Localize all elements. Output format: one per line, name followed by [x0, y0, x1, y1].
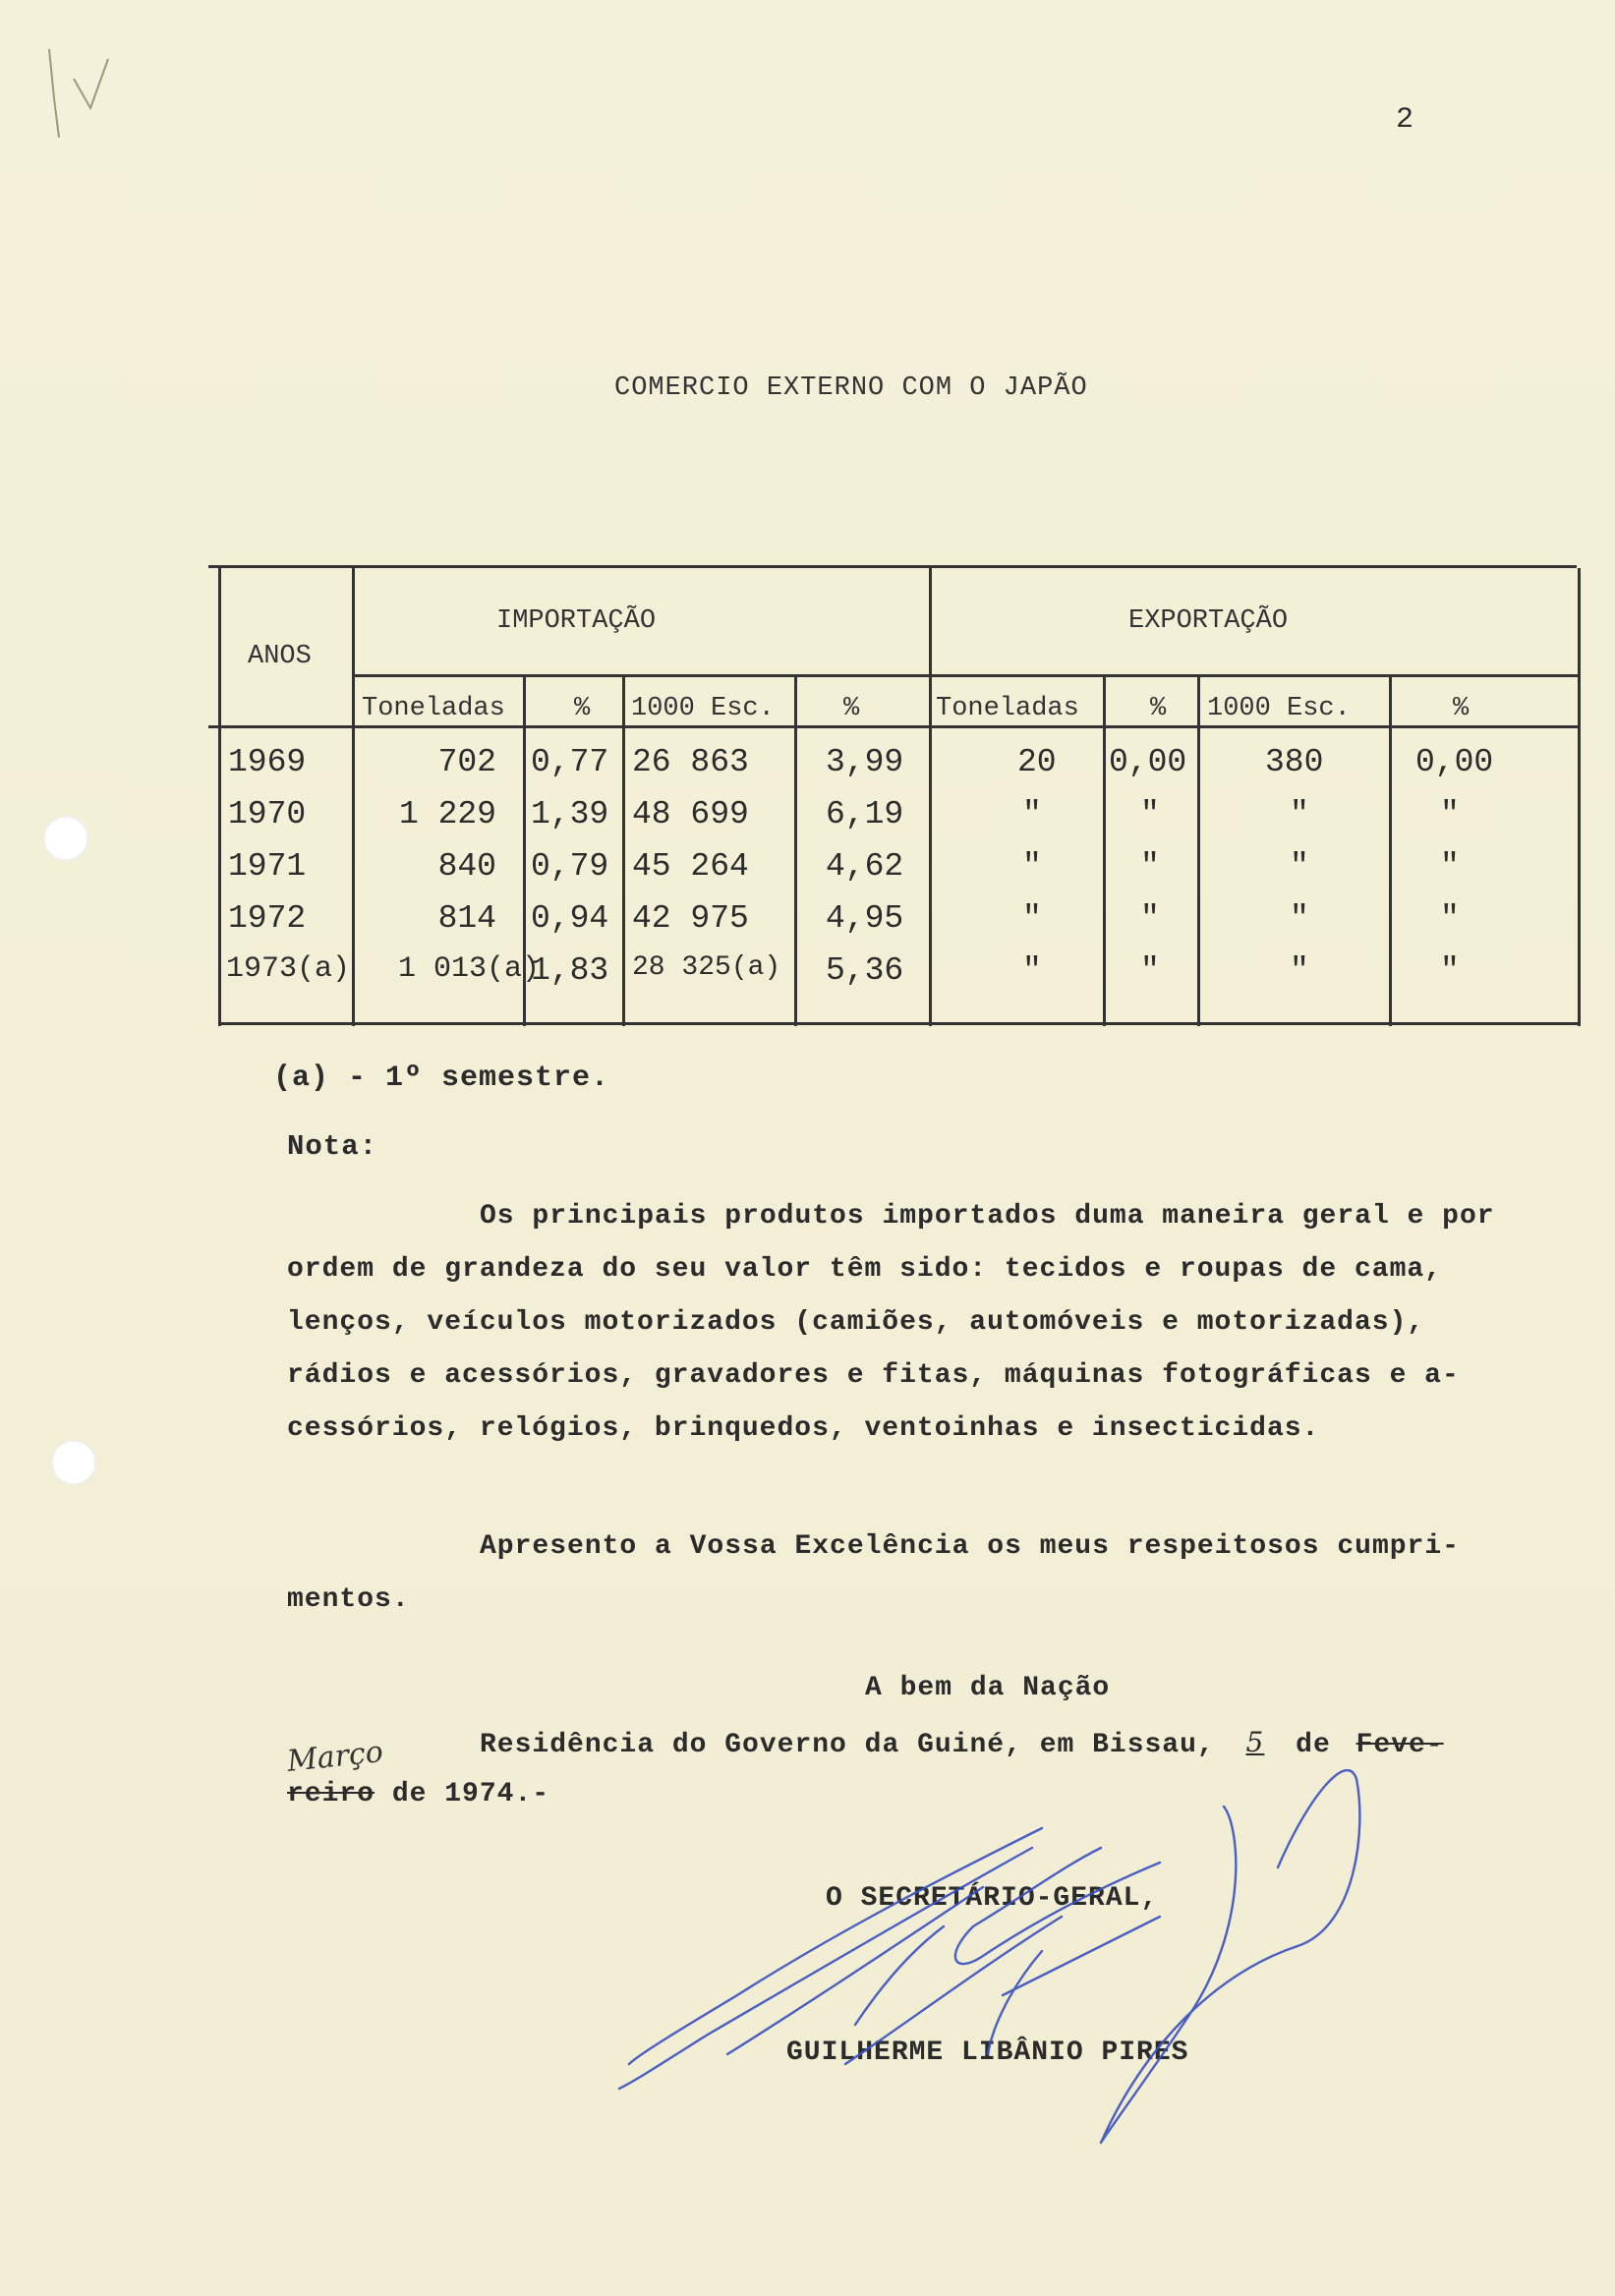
cell-exp-toneladas: "	[1022, 952, 1042, 989]
nota-line-3: lenços, veículos motorizados (camiões, automóveis e motorizadas),	[287, 1307, 1425, 1338]
page-title: COMERCIO EXTERNO COM O JAPÃO	[614, 373, 1088, 403]
signatory-name: GUILHERME LIBÂNIO PIRES	[786, 2038, 1189, 2068]
cell-exp-toneladas-pct: "	[1140, 796, 1160, 832]
year-line	[287, 1779, 549, 1809]
punch-hole-top	[43, 816, 88, 861]
cell-imp-esc-pct: 5,36	[826, 952, 904, 989]
cell-imp-toneladas-pct: 1,39	[531, 796, 609, 832]
table-divider-anos	[352, 568, 355, 1026]
header-anos: ANOS	[248, 642, 312, 671]
subheader-imp-esc-pct: %	[843, 694, 860, 723]
table-rule-subheader	[352, 674, 1581, 677]
cell-imp-esc-pct: 4,95	[826, 900, 904, 937]
cell-imp-esc: 45 264	[632, 848, 749, 885]
subheader-exp-pct: %	[1150, 694, 1167, 723]
date-day: 5	[1245, 1726, 1265, 1758]
nota-line-2: ordem de grandeza do seu valor têm sido: tecidos e roupas de cama,	[287, 1254, 1442, 1285]
corner-mark	[20, 39, 138, 177]
cell-exp-esc-pct: "	[1440, 848, 1460, 885]
page-number: 2	[1396, 103, 1415, 137]
cell-exp-esc-pct: "	[1440, 900, 1460, 937]
month-struck-1: Feve-	[1355, 1730, 1444, 1760]
cell-exp-esc-pct: "	[1440, 952, 1460, 989]
cell-ano: 1973(a)	[226, 952, 351, 986]
cell-imp-toneladas-pct: 1,83	[531, 952, 609, 989]
subheader-imp-esc: 1000 Esc.	[631, 694, 775, 723]
cell-imp-toneladas: 702	[437, 744, 496, 780]
cell-imp-esc-pct: 3,99	[826, 744, 904, 780]
cell-imp-esc: 48 699	[632, 796, 749, 832]
signatory-title: O SECRETÁRIO-GERAL,	[826, 1883, 1159, 1914]
cell-exp-esc: "	[1290, 848, 1309, 885]
month-struck-2: reiro	[287, 1779, 375, 1809]
cell-ano: 1969	[228, 744, 307, 780]
table-rule-body	[208, 725, 1581, 728]
cell-exp-toneladas-pct: "	[1140, 900, 1160, 937]
cell-imp-esc: 26 863	[632, 744, 749, 780]
closing-line-2: mentos.	[287, 1584, 410, 1615]
month-handwritten: Março	[285, 1734, 385, 1780]
closing-line-1: Apresento a Vossa Excelência os meus respeitosos cumpri-	[480, 1531, 1460, 1562]
table-border-right	[1578, 568, 1581, 1026]
punch-hole-bottom	[51, 1440, 96, 1485]
table-divider-groups	[929, 568, 932, 1026]
cell-exp-esc: 380	[1265, 744, 1324, 780]
subheader-exp-esc: 1000 Esc.	[1207, 694, 1351, 723]
header-importacao: IMPORTAÇÃO	[496, 606, 657, 636]
table-top-rule	[208, 565, 1577, 568]
cell-exp-toneladas-pct: "	[1140, 952, 1160, 989]
nota-line-4: rádios e acessórios, gravadores e fitas, máquinas fotográficas e a-	[287, 1360, 1460, 1391]
cell-imp-toneladas: 1 013(a)	[398, 952, 541, 986]
table-col-div	[1103, 676, 1106, 1026]
cell-exp-toneladas: "	[1022, 900, 1042, 937]
place-line-text: Residência do Governo da Guiné, em Bissau,	[480, 1730, 1215, 1760]
table-border-left	[218, 568, 221, 1026]
cell-imp-esc: 42 975	[632, 900, 749, 937]
nota-line-1: Os principais produtos importados duma maneira geral e por	[480, 1201, 1495, 1232]
header-exportacao: EXPORTAÇÃO	[1128, 606, 1289, 636]
subheader-imp-pct: %	[574, 694, 591, 723]
cell-exp-esc: "	[1290, 796, 1309, 832]
cell-ano: 1972	[228, 900, 307, 937]
cell-imp-toneladas: 1 229	[398, 796, 496, 832]
cell-imp-toneladas: 840	[437, 848, 496, 885]
nota-label: Nota:	[287, 1130, 378, 1163]
cell-imp-toneladas-pct: 0,94	[531, 900, 609, 937]
cell-exp-toneladas-pct: "	[1140, 848, 1160, 885]
cell-imp-esc-pct: 4,62	[826, 848, 904, 885]
cell-imp-toneladas-pct: 0,77	[531, 744, 609, 780]
cell-imp-toneladas-pct: 0,79	[531, 848, 609, 885]
table-col-div	[622, 676, 625, 1026]
subheader-imp-toneladas: Toneladas	[362, 694, 505, 723]
table-col-div	[794, 676, 797, 1026]
cell-exp-toneladas-pct: 0,00	[1109, 744, 1187, 780]
cell-imp-toneladas: 814	[437, 900, 496, 937]
cell-ano: 1971	[228, 848, 307, 885]
cell-exp-esc-pct: 0,00	[1415, 744, 1494, 780]
nota-line-5: cessórios, relógios, brinquedos, ventoinhas e insecticidas.	[287, 1413, 1320, 1444]
year-text: de 1974.-	[391, 1779, 550, 1809]
cell-imp-esc: 28 325(a)	[632, 952, 781, 983]
cell-ano: 1970	[228, 796, 307, 832]
cell-exp-toneladas: 20	[1017, 744, 1057, 780]
subheader-exp-esc-pct: %	[1453, 694, 1470, 723]
cell-exp-esc-pct: "	[1440, 796, 1460, 832]
cell-exp-toneladas: "	[1022, 848, 1042, 885]
cell-exp-esc: "	[1290, 900, 1309, 937]
footnote: (a) - 1º semestre.	[273, 1062, 610, 1095]
table-rule-bottom	[218, 1022, 1581, 1025]
table-col-div	[1197, 676, 1200, 1026]
cell-exp-toneladas: "	[1022, 796, 1042, 832]
table-col-div	[1389, 676, 1392, 1026]
subheader-exp-toneladas: Toneladas	[936, 694, 1079, 723]
date-de: de	[1296, 1730, 1331, 1760]
cell-imp-esc-pct: 6,19	[826, 796, 904, 832]
place-line	[480, 1726, 1444, 1760]
salutation: A bem da Nação	[865, 1673, 1111, 1703]
cell-exp-esc: "	[1290, 952, 1309, 989]
